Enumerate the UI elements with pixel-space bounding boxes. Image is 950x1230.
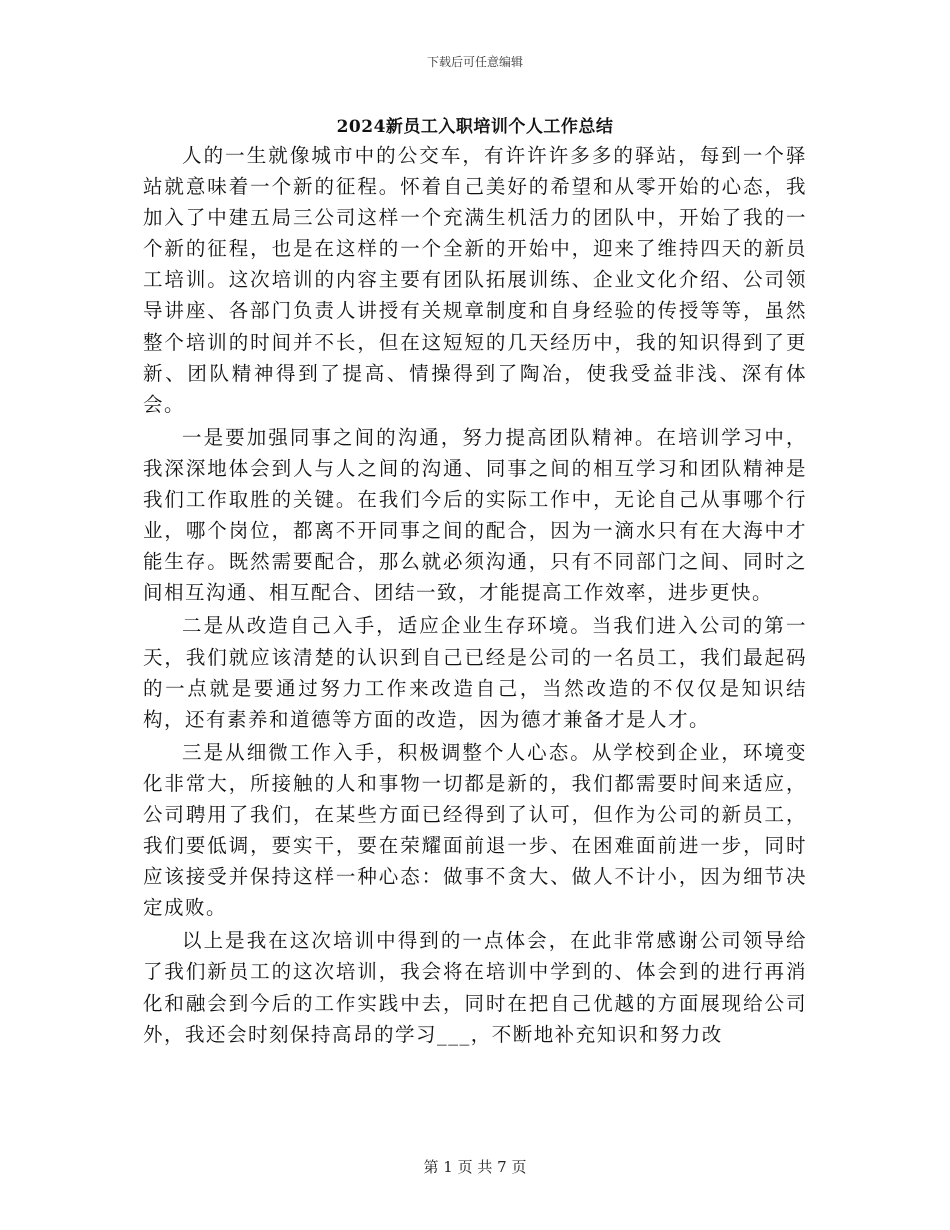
paragraph-point-three: 三是从细微工作入手，积极调整个人心态。从学校到企业，环境变化非常大，所接触的人和事物一切都是新的，我们都需要时间来适应，公司聘用了我们，在某些方面已经得到了认可，但作为公司的新员工，我们要低调，要实干，要在荣耀面前退一步、在困难面前进一步，同时应该接受并保持这样一种心态：做事不贪大、做人不计小，因为细节决定成败。: [143, 740, 807, 920]
header-note: 下载后可任意编辑: [426, 55, 523, 69]
document-body: [143, 140, 807, 1052]
paragraph-conclusion: 以上是我在这次培训中得到的一点体会，在此非常感谢公司领导给了我们新员工的这次培训，我会将在培训中学到的、体会到的进行再消化和融会到今后的工作实践中去，同时在把自己优越的方面展现给公司外，我还会时刻保持高昂的学习___，不断地补充知识和努力改: [143, 929, 807, 1046]
paragraph-intro: 人的一生就像城市中的公交车，有许许许多多的驿站，每到一个驿站就意味着一个新的征程。怀着自己美好的希望和从零开始的心态，我加入了中建五局三公司这样一个充满生机活力的团队中，开始了我的一个新的征程，也是在这样的一个全新的开始中，迎来了维持四天的新员工培训。这次培训的内容主要有团队拓展训练、企业文化介绍、公司领导讲座、各部门负责人讲授有关规章制度和自身经验的传授等等，虽然整个培训的时间并不长，但在这短短的几天经历中，我的知识得到了更新、团队精神得到了提高、情操得到了陶冶，使我受益非浅、深有体会。: [143, 144, 807, 416]
paragraph-point-two: 二是从改造自己入手，适应企业生存环境。当我们进入公司的第一天，我们就应该清楚的认识到自己已经是公司的一名员工，我们最起码的一点就是要通过努力工作来改造自己，当然改造的不仅仅是知识结构，还有素养和道德等方面的改造，因为德才兼备才是人才。: [143, 614, 807, 731]
page-footer: 第 1 页 共 7 页: [423, 1158, 527, 1176]
paragraph-point-one: 一是要加强同事之间的沟通，努力提高团队精神。在培训学习中，我深深地体会到人与人之间的沟通、同事之间的相互学习和团队精神是我们工作取胜的关键。在我们今后的实际工作中，无论自己从事哪个行业，哪个岗位，都离不开同事之间的配合，因为一滴水只有在大海中才能生存。既然需要配合，那么就必须沟通，只有不同部门之间、同时之间相互沟通、相互配合、团结一致，才能提高工作效率，进步更快。: [143, 425, 807, 605]
page-title: 2024新员工入职培训个人工作总结: [336, 117, 614, 137]
